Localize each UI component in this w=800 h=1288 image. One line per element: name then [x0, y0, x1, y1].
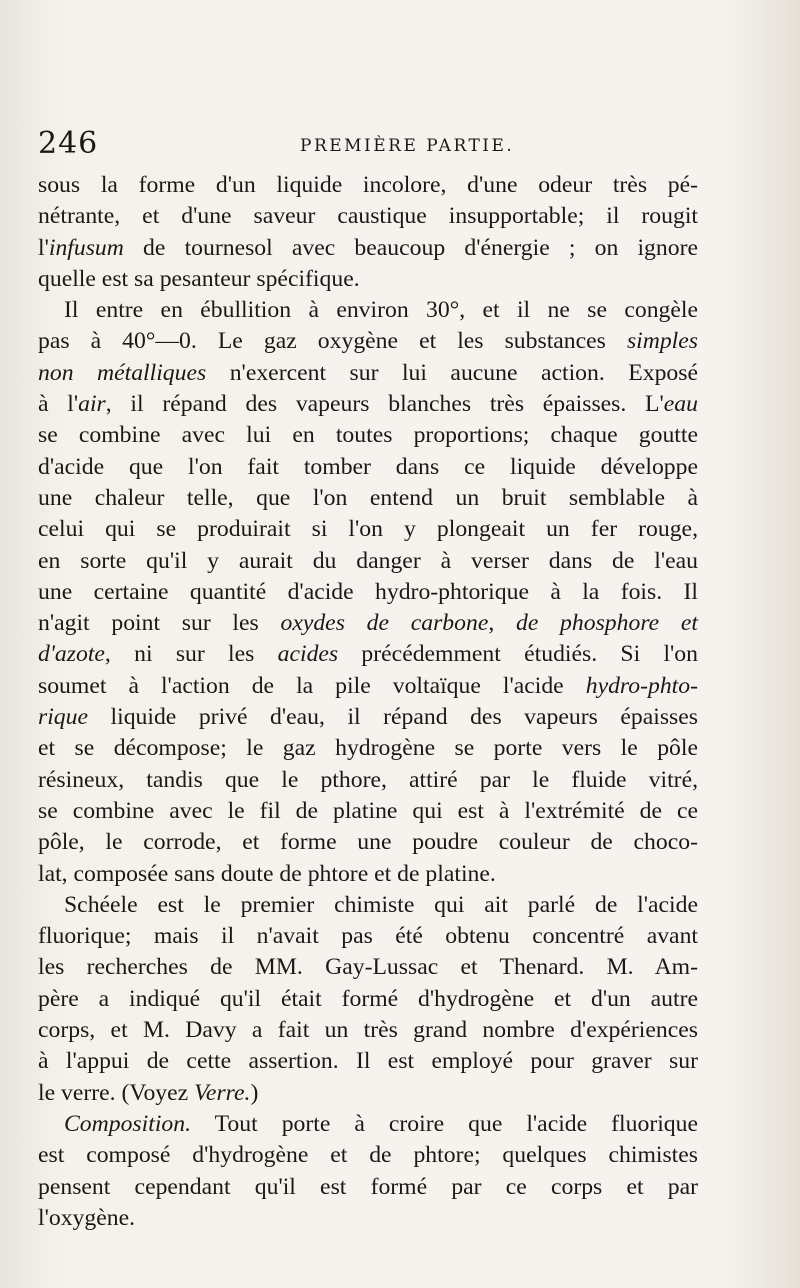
text-line — [38, 233, 698, 264]
text-line — [38, 608, 698, 639]
text-line: à l'appui de cette assertion. Il est employé pour graver sur — [38, 1048, 698, 1075]
italic-text: simples — [626, 328, 698, 355]
page-number: 246 — [38, 126, 99, 161]
body-text — [38, 170, 698, 1234]
italic-text: Composition. — [64, 1110, 192, 1137]
italic-text: hydro-phto- — [585, 672, 698, 699]
text-line: est composé d'hydrogène et de phtore; quelques chimistes — [38, 1142, 698, 1169]
text-line: Schéele est le premier chimiste qui ait parlé de l'acide — [64, 891, 698, 918]
text-line: une certaine quantité d'acide hydro-phtorique à la fois. Il — [38, 578, 698, 605]
text-line — [38, 326, 698, 357]
italic-text: eau — [663, 391, 698, 418]
text-line: corps, et M. Davy a fait un très grand nombre d'expériences — [38, 1017, 698, 1044]
text-run: , — [488, 610, 516, 637]
text-line: se combine avec lui en toutes proportions; chaque goutte — [38, 422, 698, 449]
italic-text: acides — [277, 641, 339, 668]
text-run: Tout porte à croire que l'acide fluorique — [191, 1110, 698, 1137]
text-line — [38, 358, 698, 389]
text-line: une chaleur telle, que l'on entend un bruit semblable à — [38, 484, 698, 511]
text-line: l'oxygène. — [38, 1204, 136, 1231]
text-run: n'agit point sur les — [38, 610, 281, 637]
text-run: précédemment étudiés. Si l'on — [338, 641, 698, 668]
text-line: résineux, tandis que le pthore, attiré par le fluide vitré, — [38, 766, 698, 793]
text-run: n'exercent sur lui aucune action. Exposé — [206, 359, 698, 386]
text-line: les recherches de MM. Gay-Lussac et Thenard. M. Am- — [38, 954, 698, 981]
text-line: pôle, le corrode, et forme une poudre couleur de choco- — [38, 829, 698, 856]
italic-text: de phosphore et — [515, 610, 698, 637]
text-line: celui qui se produirait si l'on y plongeait un fer rouge, — [38, 516, 698, 543]
text-line: et se décompose; le gaz hydrogène se porte vers le pôle — [38, 735, 698, 762]
italic-text: non métalliques — [38, 359, 207, 386]
text-run: , ni sur les — [104, 641, 278, 668]
text-line — [38, 702, 698, 733]
text-run: l' — [38, 234, 49, 261]
text-line — [38, 1109, 698, 1140]
text-line: d'acide que l'on fait tomber dans ce liquide développe — [38, 453, 698, 480]
italic-text: oxydes de carbone — [280, 610, 489, 637]
text-line: nétrante, et d'une saveur caustique insupportable; il rougit — [38, 203, 698, 230]
text-line: père a indiqué qu'il était formé d'hydrogène et d'un autre — [38, 985, 698, 1012]
text-run: ) — [250, 1079, 259, 1106]
italic-text: air — [78, 391, 106, 418]
text-line: pensent cependant qu'il est formé par ce corps et par — [38, 1173, 698, 1200]
text-run: pas à 40°—0. Le gaz oxygène et les substances — [38, 328, 627, 355]
text-line: quelle est sa pesanteur spécifique. — [38, 265, 360, 292]
text-line: Il entre en ébullition à environ 30°, et il ne se congèle — [64, 297, 698, 324]
text-run: liquide privé d'eau, il répand des vapeurs épaisses — [88, 704, 698, 731]
running-head: PREMIÈRE PARTIE. — [300, 136, 515, 156]
text-line: lat, composée sans doute de phtore et de platine. — [38, 860, 496, 887]
text-line — [38, 389, 698, 420]
text-line: en sorte qu'il y aurait du danger à verser dans de l'eau — [38, 547, 698, 574]
page-header — [38, 126, 748, 170]
text-line — [38, 671, 698, 702]
italic-text: Verre. — [194, 1079, 251, 1106]
italic-text: infusum — [48, 234, 124, 261]
text-line — [38, 1078, 698, 1109]
text-run: à l' — [38, 391, 79, 418]
text-run: de tournesol avec beaucoup d'énergie ; on ignore — [123, 234, 698, 261]
text-run: le verre. (Voyez — [38, 1079, 195, 1106]
text-run: soumet à l'action de la pile voltaïque l'acide — [38, 672, 586, 699]
text-line: fluorique; mais il n'avait pas été obtenu concentré avant — [38, 923, 698, 950]
text-line: sous la forme d'un liquide incolore, d'une odeur très pé- — [38, 172, 698, 198]
italic-text: rique — [38, 704, 89, 731]
text-line: se combine avec le fil de platine qui est à l'extrémité de ce — [38, 797, 698, 824]
text-run: , il répand des vapeurs blanches très épaisses. L' — [105, 391, 664, 418]
text-line — [38, 639, 698, 670]
italic-text: d'azote — [38, 641, 105, 668]
